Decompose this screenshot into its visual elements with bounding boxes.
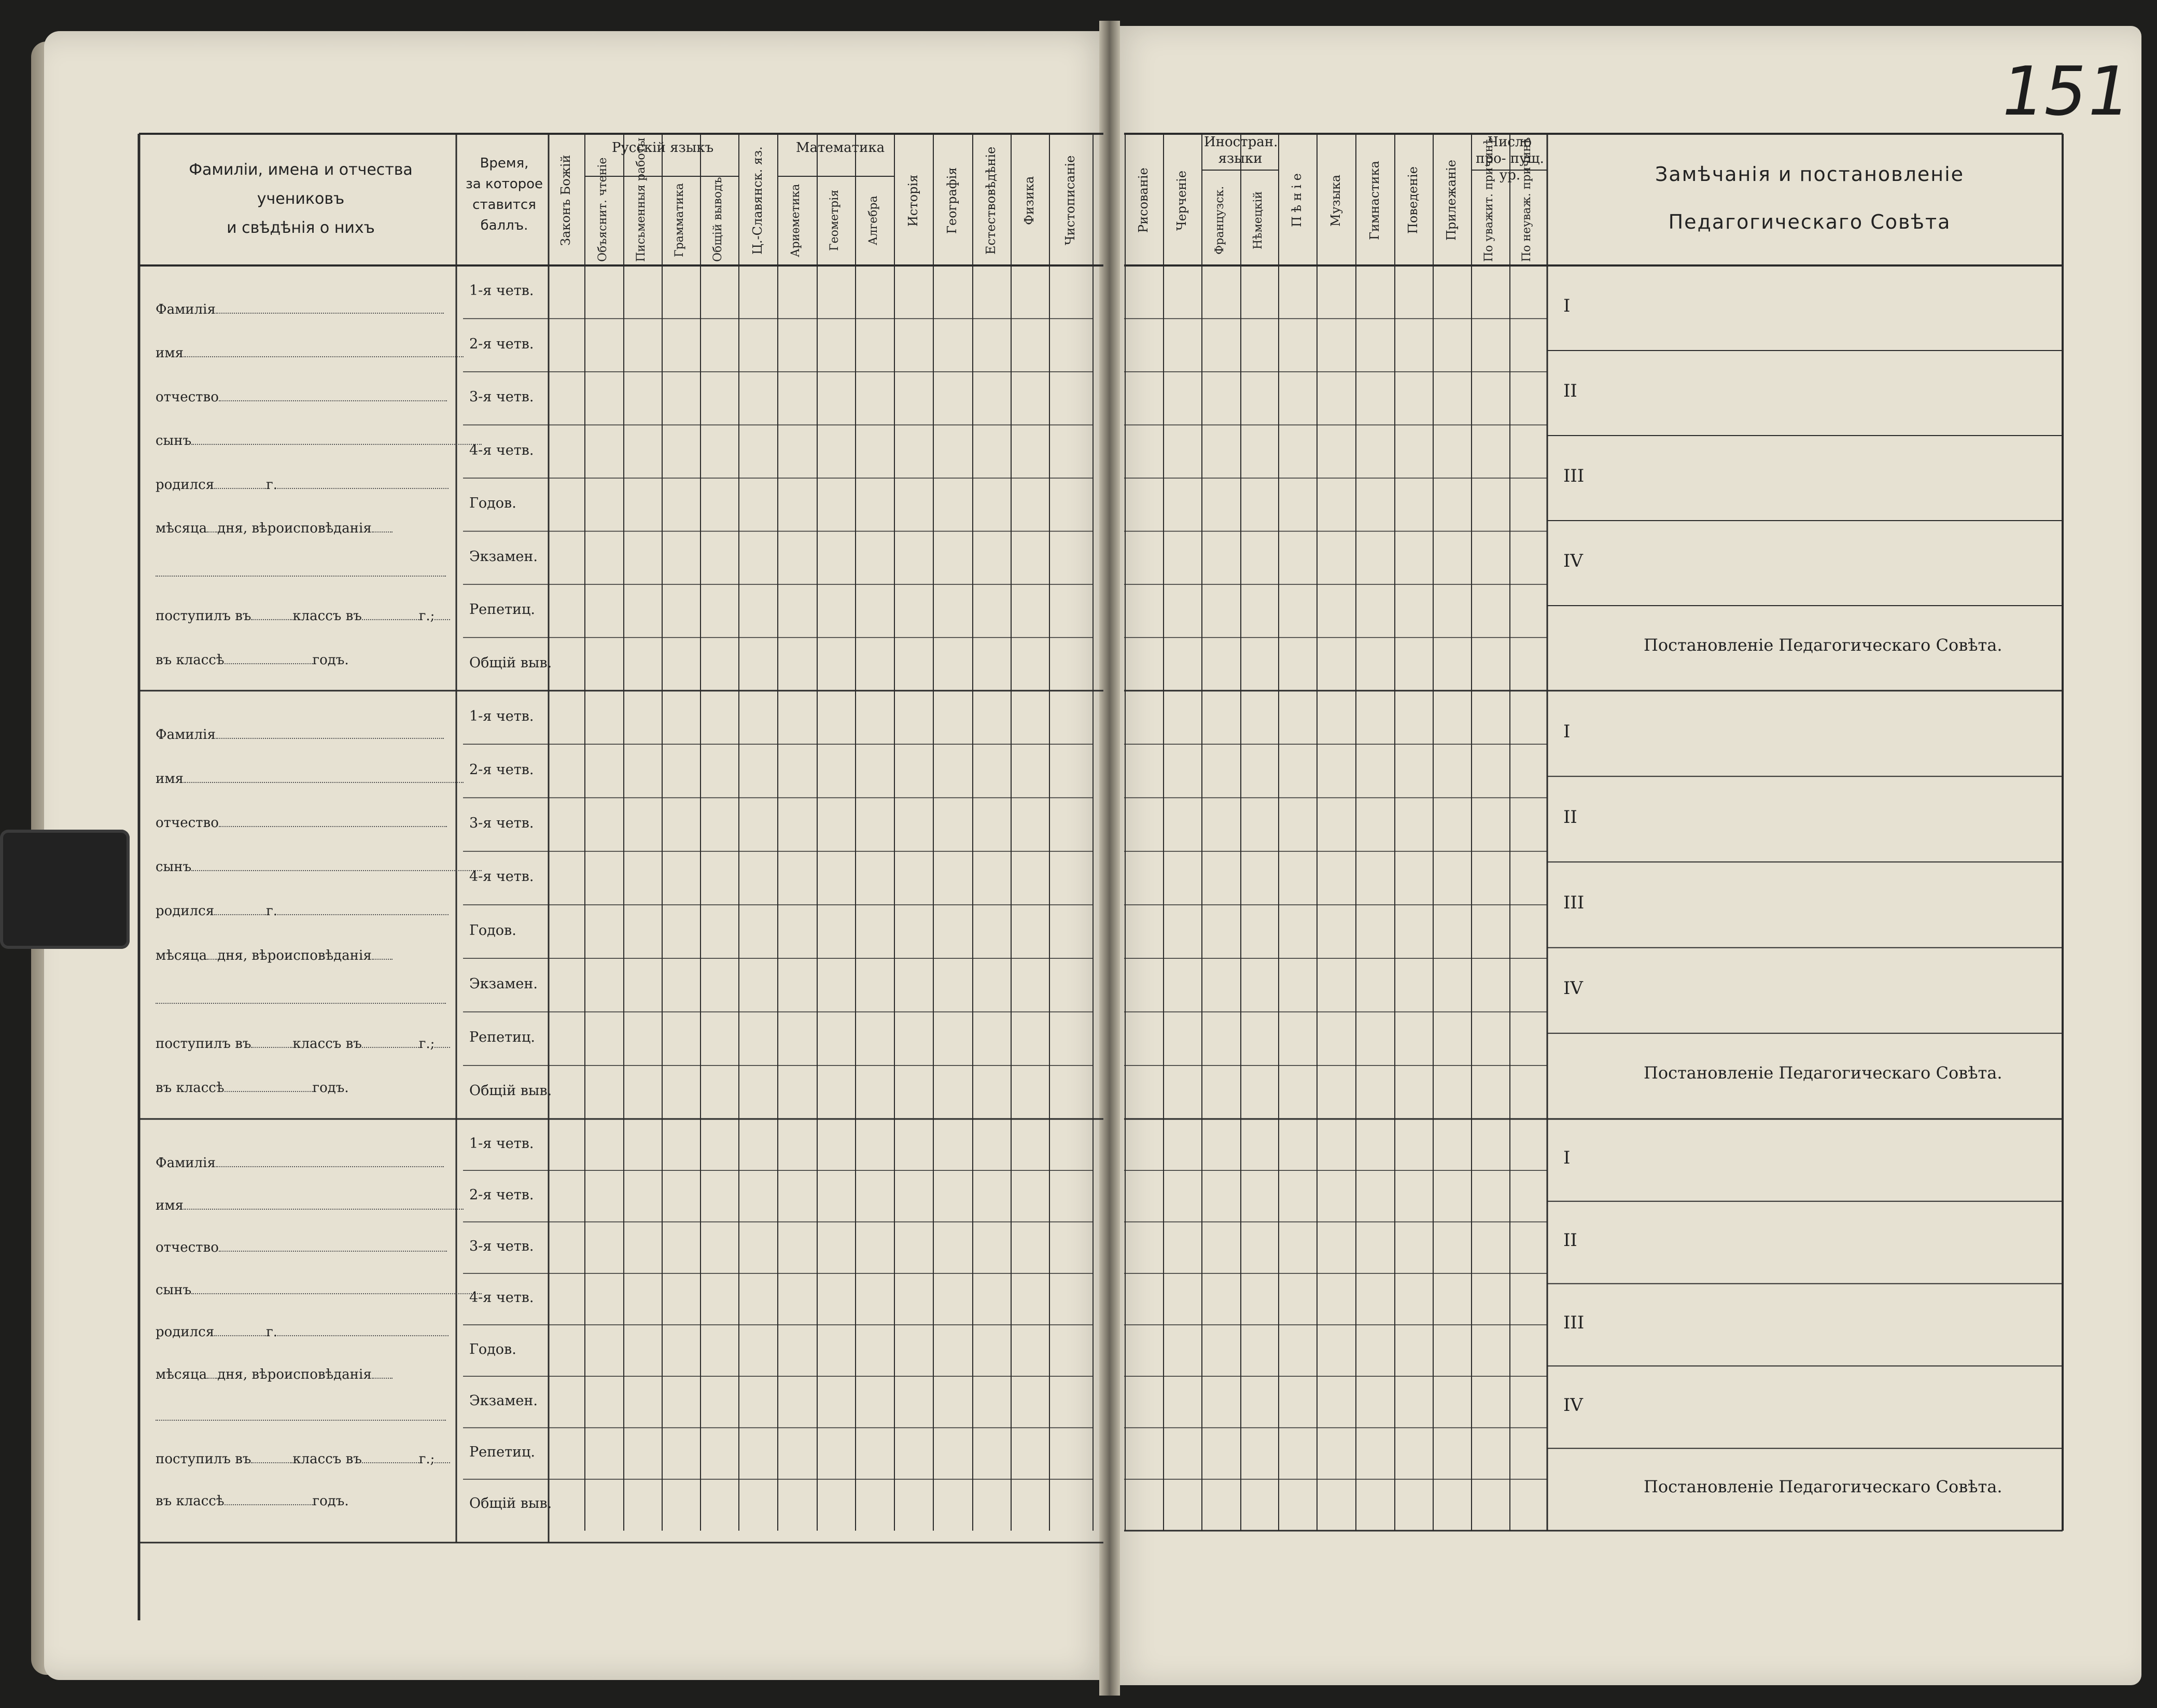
subject-header: Физика <box>1022 176 1037 225</box>
period-label: 3-я четв. <box>469 1238 534 1255</box>
student-info-line <box>156 815 447 831</box>
student-field-label: Фамилія <box>156 727 216 743</box>
student-info-line <box>156 389 447 405</box>
subject-header: Письменныя работы <box>635 137 648 262</box>
student-field-label: Фамилія <box>156 1155 216 1171</box>
subject-header: П ѣ н і е <box>1290 173 1304 228</box>
fill-line <box>219 400 447 401</box>
fill-line <box>184 1208 464 1210</box>
subject-header: Поведеніе <box>1406 166 1420 234</box>
student-field-label: мѣсяца <box>156 521 207 537</box>
period-label: Экзамен. <box>469 1392 538 1409</box>
student-field-label: классъ въ <box>292 1035 362 1052</box>
student-info-line <box>156 948 393 963</box>
student-field-label: родился <box>156 903 215 919</box>
period-label: Репетиц. <box>469 1444 535 1461</box>
absences-group-label: Число про- пущ. ур. <box>1476 134 1544 183</box>
period-label: Годов. <box>469 495 516 512</box>
remarks-title-line-2: Педагогическаго Совѣта <box>1668 211 1951 233</box>
student-field-label: въ классѣ <box>156 652 225 668</box>
period-label: Экзамен. <box>469 548 538 565</box>
fill-line <box>184 781 464 783</box>
student-info-line <box>156 1324 449 1340</box>
student-field-label: годъ. <box>312 652 349 668</box>
subject-header: Гимнастика <box>1367 161 1382 240</box>
fill-line <box>191 1293 482 1294</box>
fill-line <box>277 914 449 915</box>
student-info-line <box>156 1451 450 1467</box>
fill-line <box>362 619 419 620</box>
fill-line <box>216 1166 444 1167</box>
quarter-label: I <box>1563 296 1571 316</box>
student-field-label: въ классѣ <box>156 1080 225 1096</box>
period-label: Репетиц. <box>469 1029 535 1046</box>
period-label: 2-я четв. <box>469 335 534 352</box>
subject-header: По уважит. причинѣ <box>1482 137 1495 262</box>
foreign-group-label: Иностран. языки <box>1204 134 1278 166</box>
fill-line <box>214 914 266 915</box>
fill-line <box>191 870 482 871</box>
fill-line <box>277 1335 449 1336</box>
student-field-label: отчество <box>156 389 219 405</box>
quarter-label: III <box>1563 466 1585 486</box>
student-info-line <box>156 1198 464 1213</box>
fill-line <box>156 575 446 577</box>
fill-line <box>372 531 393 533</box>
period-label: Общій выв. <box>469 654 552 671</box>
student-info-line <box>156 477 449 493</box>
fill-line <box>184 356 464 357</box>
student-field-label: дня, вѣроисповѣданія <box>217 947 372 963</box>
student-field-label: сынъ <box>156 1282 192 1298</box>
remarks-title <box>1550 150 2069 246</box>
student-field-label: классъ въ <box>292 608 362 624</box>
quarter-label: I <box>1563 721 1571 742</box>
subject-header: Исторія <box>905 174 920 227</box>
student-field-label: годъ. <box>312 1493 349 1509</box>
time-title-line-2: за которое <box>465 176 543 192</box>
student-field-label: имя <box>156 771 184 787</box>
subject-header: Алгебра <box>866 195 880 245</box>
student-info-line <box>156 1282 482 1298</box>
fill-line <box>156 1419 446 1421</box>
student-info-line <box>156 1367 393 1382</box>
subject-header: Грамматика <box>673 183 686 258</box>
period-label: 3-я четв. <box>469 815 534 832</box>
period-label: Экзамен. <box>469 975 538 992</box>
student-info-line <box>156 1240 447 1255</box>
fill-line <box>435 1046 450 1048</box>
student-info-line <box>156 1080 349 1096</box>
period-label: Общій выв. <box>469 1495 552 1512</box>
student-field-label: сынъ <box>156 433 192 449</box>
student-field-label: мѣсяца <box>156 947 207 963</box>
fill-line <box>362 1462 419 1463</box>
quarter-label: I <box>1563 1147 1571 1169</box>
period-label: 2-я четв. <box>469 761 534 778</box>
fill-line <box>372 1377 393 1379</box>
fill-line <box>251 1046 292 1048</box>
student-info-line <box>156 608 450 624</box>
student-field-label: г.; <box>418 608 435 624</box>
quarter-label: III <box>1563 892 1585 913</box>
fill-line <box>225 663 313 664</box>
fill-line <box>207 1377 217 1379</box>
names-title <box>150 156 451 243</box>
period-label: 4-я четв. <box>469 442 534 458</box>
period-label: 3-я четв. <box>469 389 534 405</box>
student-info-line <box>156 345 464 361</box>
student-info-line <box>156 521 393 536</box>
student-info-line <box>156 652 349 668</box>
remarks-title-line-1: Замѣчанія и постановленіе <box>1655 163 1965 186</box>
quarter-label: II <box>1563 381 1577 401</box>
subject-header: Объяснит. чтеніе <box>596 157 609 262</box>
fill-line <box>214 1335 266 1336</box>
student-info-line <box>156 302 444 317</box>
fill-line <box>251 619 292 620</box>
student-info-line <box>156 992 446 1007</box>
math-group-label: Математика <box>796 140 885 156</box>
student-field-label: г. <box>266 477 278 493</box>
student-field-label: дня, вѣроисповѣданія <box>217 1366 372 1382</box>
period-label: 4-я четв. <box>469 869 534 885</box>
names-title-line-1: Фамиліи, имена и отчества <box>189 161 413 179</box>
council-resolution-label: Постановленіе Педагогическаго Совѣта. <box>1644 1476 2002 1496</box>
fill-line <box>207 531 217 533</box>
council-resolution-label: Постановленіе Педагогическаго Совѣта. <box>1644 1063 2002 1083</box>
student-info-line <box>156 1493 349 1509</box>
subject-header: Геометрія <box>828 189 841 251</box>
names-title-line-2: учениковъ <box>257 190 345 208</box>
council-resolution-label: Постановленіе Педагогическаго Совѣта. <box>1644 635 2002 655</box>
fill-line <box>219 825 447 827</box>
fill-line <box>207 958 217 960</box>
period-label: Годов. <box>469 1341 516 1357</box>
student-field-label: отчество <box>156 1240 219 1256</box>
time-title-line-4: баллъ. <box>480 218 528 233</box>
student-field-label: мѣсяца <box>156 1366 207 1382</box>
student-info-line <box>156 771 464 787</box>
subject-header: Рисованіе <box>1136 167 1151 233</box>
student-field-label: родился <box>156 1324 215 1340</box>
period-label: 1-я четв. <box>469 708 534 724</box>
quarter-label: IV <box>1563 978 1583 999</box>
russian-group-label: Русскій языкъ <box>612 140 714 156</box>
period-label: Годов. <box>469 922 516 939</box>
subject-header: Черченіе <box>1174 170 1189 231</box>
names-title-line-3: и свѣдѣнія о нихъ <box>227 219 375 237</box>
fill-line <box>435 1462 450 1463</box>
subject-header: По неуваж. причинѣ <box>1520 137 1533 262</box>
quarter-label: II <box>1563 806 1577 828</box>
fill-line <box>216 312 444 314</box>
quarter-label: III <box>1563 1312 1585 1333</box>
student-field-label: дня, вѣроисповѣданія <box>217 521 372 537</box>
fill-line <box>225 1504 313 1505</box>
student-field-label: сынъ <box>156 859 192 875</box>
period-label: Репетиц. <box>469 601 535 618</box>
fill-line <box>225 1090 313 1092</box>
subject-header: Общій выводъ <box>711 177 724 262</box>
period-label: 1-я четв. <box>469 1135 534 1152</box>
period-label: 2-я четв. <box>469 1186 534 1203</box>
student-field-label: г. <box>266 1324 278 1340</box>
student-field-label: имя <box>156 1197 184 1213</box>
quarter-label: II <box>1563 1230 1577 1251</box>
period-label: 4-я четв. <box>469 1290 534 1306</box>
student-field-label: отчество <box>156 815 219 831</box>
subject-header: Музыка <box>1328 174 1343 227</box>
student-field-label: имя <box>156 345 184 361</box>
time-title-line-3: ставится <box>472 197 536 213</box>
fill-line <box>277 487 449 489</box>
student-field-label: Фамилія <box>156 302 216 317</box>
student-field-label: г.; <box>418 1035 435 1052</box>
quarter-label: IV <box>1563 551 1583 571</box>
time-title <box>459 153 550 236</box>
fill-line <box>219 1250 447 1252</box>
fill-line <box>156 1002 446 1004</box>
quarter-label: IV <box>1563 1394 1583 1416</box>
student-field-label: г.; <box>418 1451 435 1467</box>
subject-header: Ариѳметика <box>789 184 802 257</box>
fill-line <box>216 737 444 739</box>
subject-header: Прилежаніе <box>1444 160 1459 241</box>
student-info-line <box>156 903 449 919</box>
student-field-label: годъ. <box>312 1080 349 1096</box>
student-info-line <box>156 1409 446 1424</box>
subject-header: Законъ Божій <box>558 155 573 246</box>
student-field-label: поступилъ въ <box>156 608 251 624</box>
subject-header: Естествовѣдѣніе <box>984 146 998 255</box>
fill-line <box>191 443 482 445</box>
subject-header: Ц.-Славянск. яз. <box>750 146 765 255</box>
fill-line <box>372 958 393 960</box>
student-field-label: въ классѣ <box>156 1493 225 1509</box>
subject-header: Нѣмецкій <box>1251 191 1265 250</box>
student-field-label: классъ въ <box>292 1451 362 1467</box>
subject-header: Чистописаніе <box>1063 155 1077 246</box>
fill-line <box>362 1046 419 1048</box>
fill-line <box>435 619 450 620</box>
subject-header: Французск. <box>1213 186 1226 255</box>
time-title-line-1: Время, <box>480 156 529 171</box>
student-info-line <box>156 859 482 875</box>
student-info-line <box>156 1155 444 1171</box>
student-field-label: г. <box>266 903 278 919</box>
student-info-line <box>156 1036 450 1052</box>
page-number: 151 <box>1994 52 2137 131</box>
student-info-line <box>156 433 482 449</box>
student-field-label: родился <box>156 477 215 493</box>
period-label: 1-я четв. <box>469 283 534 299</box>
subject-header: Географія <box>945 167 959 234</box>
fill-line <box>214 487 266 489</box>
fill-line <box>251 1462 292 1463</box>
period-label: Общій выв. <box>469 1083 552 1099</box>
student-field-label: поступилъ въ <box>156 1035 251 1052</box>
student-info-line <box>156 727 444 743</box>
student-info-line <box>156 565 446 580</box>
student-field-label: поступилъ въ <box>156 1451 251 1467</box>
